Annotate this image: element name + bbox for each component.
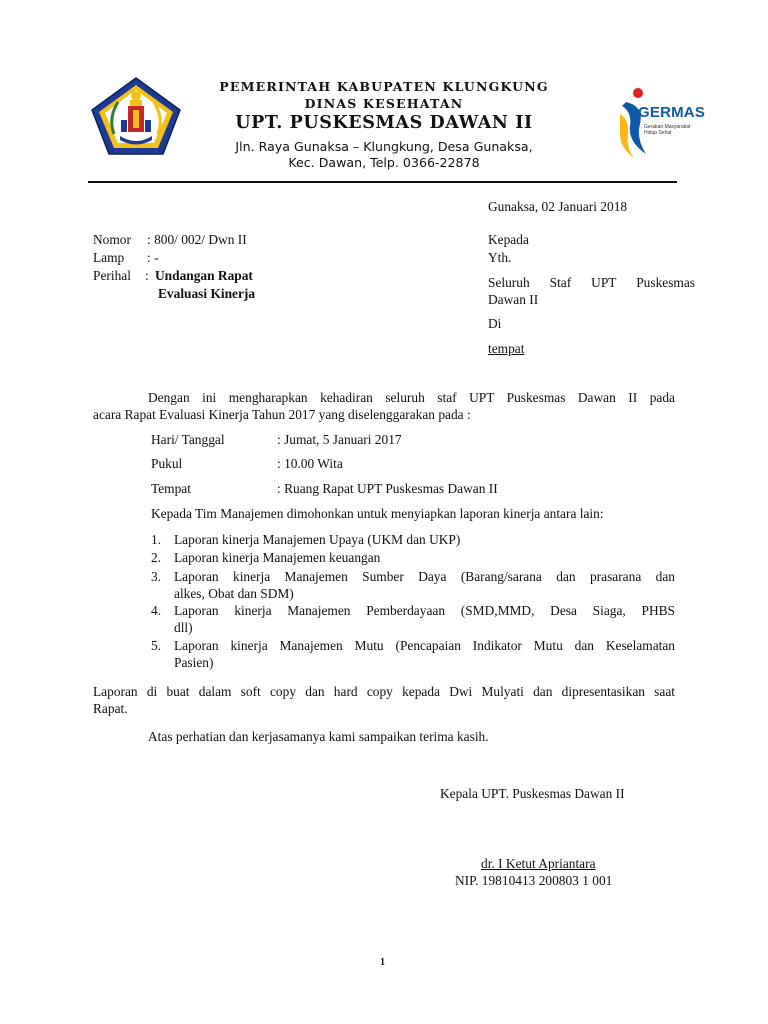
- closing-paragraph: Rapat.: [93, 701, 128, 716]
- list-item-number: 3.: [151, 569, 162, 584]
- nomor-label: Nomor: [93, 232, 131, 247]
- germas-wordmark: GERMAS: [638, 104, 706, 121]
- team-request: Kepada Tim Manajemen dimohonkan untuk menyiapkan laporan kinerja antara lain:: [151, 506, 604, 521]
- list-item-number: 4.: [151, 603, 162, 618]
- recipient-name: Seluruh Staf UPT Puskesmas: [488, 275, 695, 290]
- germas-tagline: Hidup Sehat: [644, 130, 672, 136]
- list-item: Laporan kinerja Manajemen keuangan: [174, 550, 381, 565]
- kop-institution: UPT. PUSKESMAS DAWAN II: [235, 113, 533, 133]
- kop-address-phone: Kec. Dawan, Telp. 0366-22878: [288, 155, 480, 170]
- list-item: dll): [174, 620, 193, 635]
- perihal-subject: Undangan Rapat: [155, 268, 253, 283]
- germas-figure-icon: [616, 84, 652, 160]
- list-item-number: 5.: [151, 638, 162, 653]
- list-item-number: 2.: [151, 550, 162, 565]
- list-item: Laporan kinerja Manajemen Sumber Daya (Barang/sarana dan prasarana dan: [174, 569, 675, 584]
- signature-nip: NIP. 19810413 200803 1 001: [455, 873, 613, 888]
- intro-paragraph: acara Rapat Evaluasi Kinerja Tahun 2017 yang diselenggarakan pada :: [93, 407, 471, 422]
- list-item: alkes, Obat dan SDM): [174, 586, 294, 601]
- page-number: 1: [380, 957, 385, 968]
- nomor-value: : 800/ 002/ Dwn II: [147, 232, 247, 247]
- schedule-label: Tempat: [151, 481, 191, 496]
- recipient-name: Dawan II: [488, 292, 539, 307]
- lamp-label: Lamp: [93, 250, 125, 265]
- recipient-di: Di: [488, 316, 502, 331]
- list-item: Laporan kinerja Manajemen Pemberdayaan (SMD,MMD, Desa Siaga, PHBS: [174, 603, 675, 618]
- schedule-value: : Jumat, 5 Januari 2017: [277, 432, 402, 447]
- germas-logo: [616, 84, 706, 160]
- lamp-value: : -: [147, 250, 159, 265]
- schedule-value: : 10.00 Wita: [277, 456, 343, 471]
- place-date: Gunaksa, 02 Januari 2018: [488, 199, 628, 214]
- recipient-kepada: Kepada: [488, 232, 529, 247]
- recipient-place: tempat: [488, 341, 525, 356]
- germas-tagline: Gerakan Masyarakat: [644, 124, 691, 130]
- recipient-yth: Yth.: [488, 250, 512, 265]
- list-item: Laporan kinerja Manajemen Mutu (Pencapaian Indikator Mutu dan Keselamatan: [174, 638, 675, 653]
- closing-paragraph: Laporan di buat dalam soft copy dan hard copy kepada Dwi Mulyati dan dipresentasikan saat: [93, 684, 675, 699]
- perihal-subject: Evaluasi Kinerja: [158, 286, 256, 301]
- list-item-number: 1.: [151, 532, 162, 547]
- signature-name: dr. I Ketut Apriantara: [481, 856, 596, 871]
- schedule-label: Pukul: [151, 456, 183, 471]
- perihal-label: Perihal: [93, 268, 131, 283]
- letterhead-divider: [88, 181, 677, 183]
- thanks-paragraph: Atas perhatian dan kerjasamanya kami sampaikan terima kasih.: [148, 729, 489, 744]
- kop-agency: DINAS KESEHATAN: [304, 96, 464, 111]
- schedule-value: : Ruang Rapat UPT Puskesmas Dawan II: [277, 481, 498, 496]
- kop-government: PEMERINTAH KABUPATEN KLUNGKUNG: [219, 79, 549, 94]
- signature-title: Kepala UPT. Puskesmas Dawan II: [440, 786, 625, 801]
- perihal-colon: :: [145, 268, 149, 283]
- kop-address: Jln. Raya Gunaksa – Klungkung, Desa Gunaksa,: [235, 139, 533, 154]
- list-item: Pasien): [174, 655, 214, 670]
- schedule-label: Hari/ Tanggal: [151, 432, 225, 447]
- intro-paragraph: Dengan ini mengharapkan kehadiran seluruh staf UPT Puskesmas Dawan II pada: [148, 390, 675, 405]
- list-item: Laporan kinerja Manajemen Upaya (UKM dan UKP): [174, 532, 461, 547]
